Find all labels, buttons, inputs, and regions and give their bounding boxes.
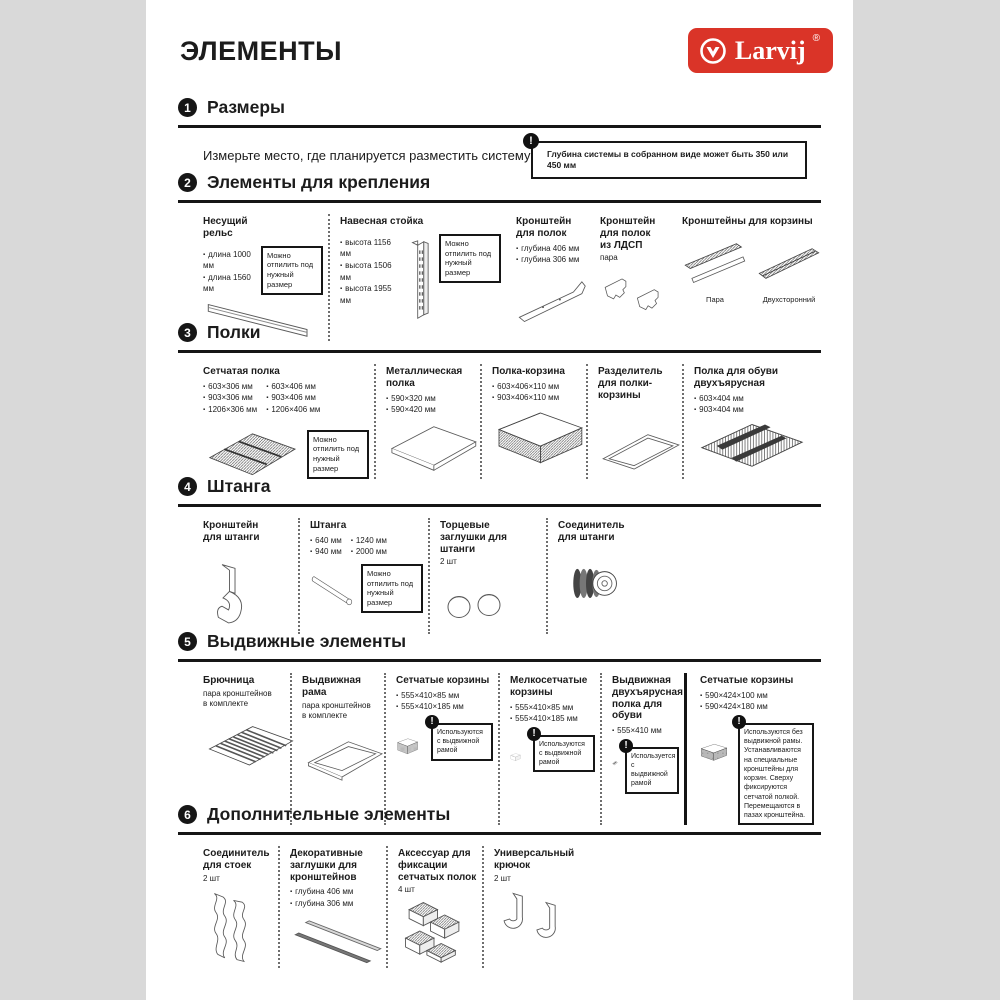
end-caps-illustration: [440, 583, 510, 625]
items-row: [178, 846, 821, 968]
item-specs: [310, 535, 423, 558]
fixing-accessory-illustration: [398, 899, 470, 963]
item-name: Аксессуар для фиксации сетчатых полок: [398, 848, 477, 883]
spec: ▪ длина 1560 мм: [203, 272, 255, 295]
spec: ▪ глубина 306 мм: [516, 254, 585, 266]
warning-icon: !: [523, 133, 539, 149]
universal-hook-illustration: [494, 888, 578, 950]
spec: ▪ 555×410×185 мм: [396, 701, 493, 713]
item-qty: пара: [600, 253, 618, 263]
spec: ▪ 1240 мм: [351, 535, 387, 547]
figure-double: [756, 240, 822, 304]
section-header: [178, 804, 821, 835]
warning-icon: !: [619, 739, 633, 753]
item-specs: [700, 690, 814, 713]
instruction-page: [146, 0, 853, 1000]
section-mounting-elements: [178, 172, 821, 341]
item-name: Кронштейн для полок из ЛДСП: [600, 216, 656, 251]
item-name: Штанга: [310, 520, 347, 531]
item-specs: [386, 393, 475, 416]
spec: ▪ 1206×406 мм: [266, 404, 320, 416]
item-name: Мелкосетчатые корзины: [510, 675, 588, 698]
item-specs: [612, 725, 679, 737]
item-pullout-frame: [290, 673, 384, 825]
warning-icon: !: [425, 715, 439, 729]
mesh-basket-illustration: [396, 719, 419, 773]
item-name: Навесная стойка: [340, 216, 424, 227]
section-title: Полки: [207, 322, 261, 342]
section-header: [178, 476, 821, 507]
decorative-caps-illustration: [290, 912, 386, 968]
item-specs: [492, 381, 581, 404]
spec: ▪ 590×424×180 мм: [700, 701, 814, 713]
section-title: Размеры: [207, 97, 285, 117]
item-name: Декоративные заглушки для кронштейнов: [290, 848, 363, 883]
spec: ▪ 555×410×85 мм: [396, 690, 493, 702]
item-specs: [340, 237, 403, 307]
spec: ▪ 603×406 мм: [266, 381, 320, 393]
section-number-badge: 1: [178, 98, 197, 117]
spec: ▪ 603×406×110 мм: [492, 381, 581, 393]
spec: ▪ 603×306 мм: [203, 381, 257, 393]
bracket-illustration: [516, 276, 592, 324]
items-row: [178, 364, 821, 479]
spec: ▪ 903×306 мм: [203, 392, 257, 404]
spec: ▪ глубина 406 мм: [290, 886, 381, 898]
section-number-badge: 2: [178, 173, 197, 192]
section-title: Выдвижные элементы: [207, 631, 407, 651]
items-row: [178, 518, 821, 634]
spec: ▪ 590×420 мм: [386, 404, 475, 416]
spec: ▪ 555×410×85 мм: [510, 702, 595, 714]
item-name: Металлическая полка: [386, 366, 463, 389]
metal-shelf-illustration: [386, 420, 480, 472]
figure-caption: Пара: [706, 294, 724, 304]
item-fine-mesh-baskets: [498, 673, 600, 825]
section-rod: [178, 476, 821, 634]
item-qty: 2 шт: [440, 557, 457, 567]
chipboard-bracket-illustration: [600, 269, 674, 315]
cut-note: Можно отпилить под нужный размер: [307, 430, 369, 479]
basket-bracket-pair-illustration: [682, 240, 748, 292]
cut-note: Можно отпилить под нужный размер: [361, 564, 423, 613]
item-basket-shelf: [480, 364, 586, 479]
item-name: Кронштейн для штанги: [203, 520, 260, 543]
spec: ▪ глубина 306 мм: [290, 898, 381, 910]
pullout-frame-illustration: [302, 731, 386, 783]
item-specs: [203, 249, 255, 295]
spec: ▪ 940 мм: [310, 546, 342, 558]
spec: ▪ 590×320 мм: [386, 393, 475, 405]
cut-note: Можно отпилить под нужный размер: [439, 234, 501, 283]
spec: ▪ высота 1506 мм: [340, 260, 403, 283]
item-name: Универсальный крючок: [494, 848, 575, 871]
item-name: Сетчатые корзины: [700, 675, 794, 686]
section-title: Элементы для крепления: [207, 172, 431, 192]
spec: ▪ 555×410×185 мм: [510, 713, 595, 725]
item-mesh-shelf: [178, 364, 374, 479]
item-specs: [694, 393, 816, 416]
item-specs: [510, 702, 595, 725]
item-trouser-rack: [178, 673, 290, 825]
spec: ▪ 590×424×100 мм: [700, 690, 814, 702]
item-name: Сетчатая полка: [203, 366, 280, 377]
item-mesh-baskets: [384, 673, 498, 825]
figure-caption: Двухсторонний: [762, 294, 816, 304]
spec: ▪ 903×406 мм: [266, 392, 320, 404]
item-qty: 2 шт: [203, 873, 220, 883]
note-text: Глубина системы в собранном виде может быть 350 или 450 мм: [531, 141, 807, 179]
section-header: [178, 172, 821, 203]
item-upright-connector: [178, 846, 278, 968]
section-header: [178, 631, 821, 662]
items-row: [178, 673, 821, 825]
brand-logo: [688, 28, 833, 73]
warning-icon: !: [527, 727, 541, 741]
spec: ▪ глубина 406 мм: [516, 243, 585, 255]
page-title: ЭЛЕМЕНТЫ: [180, 36, 343, 66]
usage-note: [532, 728, 595, 773]
spec: ▪ 555×410 мм: [612, 725, 679, 737]
item-name: Кронштейн для полок: [516, 216, 572, 239]
item-name: Кронштейны для корзины: [682, 216, 813, 227]
item-name: Сетчатые корзины: [396, 675, 490, 686]
section-number-badge: 4: [178, 477, 197, 496]
item-name: Соединитель для стоек: [203, 848, 270, 871]
section-title: Штанга: [207, 476, 271, 496]
item-wire-baskets: [684, 673, 819, 825]
item-shoe-shelf: [682, 364, 821, 479]
rod-illustration: [310, 564, 355, 616]
item-name: Торцевые заглушки для штанги: [440, 520, 507, 555]
usage-note: [430, 716, 493, 761]
item-name: Несущий рельс: [203, 216, 248, 239]
item-decorative-caps: [278, 846, 386, 968]
fine-mesh-basket-illustration: [510, 731, 521, 783]
spec: ▪ 1206×306 мм: [203, 404, 257, 416]
upright-connector-illustration: [203, 890, 257, 964]
section-header: [178, 322, 821, 353]
warning-icon: !: [732, 715, 746, 729]
trouser-rack-illustration: [203, 717, 299, 773]
section-number-badge: 6: [178, 805, 197, 824]
section-shelves: [178, 322, 821, 479]
pullout-shoe-shelf-illustration: [612, 743, 618, 785]
section-header: [178, 97, 821, 128]
wire-basket-illustration: [700, 729, 728, 775]
item-shelf-fixing-accessory: [386, 846, 482, 968]
item-rod: [298, 518, 428, 634]
section-number-badge: 5: [178, 632, 197, 651]
item-qty: пара кронштейнов в комплекте: [302, 700, 371, 720]
item-universal-hook: [482, 846, 821, 968]
item-qty: 2 шт: [494, 873, 511, 883]
brand-name: Larvij: [734, 35, 806, 65]
spec: ▪ 603×404 мм: [694, 393, 816, 405]
basket-shelf-illustration: [492, 408, 588, 466]
item-rod-connector: [546, 518, 821, 634]
spec: ▪ 903×406×110 мм: [492, 392, 581, 404]
shoe-shelf-illustration: [694, 418, 810, 470]
rod-bracket-illustration: [203, 560, 255, 634]
item-name: Разделитель для полки-корзины: [598, 366, 663, 401]
item-specs: [203, 381, 369, 416]
item-qty: пара кронштейнов в комплекте: [203, 688, 272, 708]
item-pullout-shoe-shelf: [600, 673, 684, 825]
section-title: Дополнительные элементы: [207, 804, 451, 824]
spec: ▪ 2000 мм: [351, 546, 387, 558]
item-rod-bracket: [178, 518, 298, 634]
item-basket-divider: [586, 364, 682, 479]
item-rod-end-caps: [428, 518, 546, 634]
item-name: Брючница: [203, 675, 255, 686]
section-number-badge: 3: [178, 323, 197, 342]
cut-note: Можно отпилить под нужный размер: [261, 246, 323, 295]
basket-bracket-double-illustration: [756, 240, 822, 292]
spec: ▪ высота 1156 мм: [340, 237, 403, 260]
item-specs: [396, 690, 493, 713]
registered-mark: ®: [812, 33, 820, 44]
item-specs: [290, 886, 381, 909]
section-additional-elements: [178, 804, 821, 968]
item-specs: [516, 243, 585, 266]
section-pullout-elements: [178, 631, 821, 825]
item-name: Выдвижная рама: [302, 675, 361, 698]
instruction-text: Измерьте место, где планируется разместить систему: [203, 148, 531, 163]
spec: ▪ 640 мм: [310, 535, 342, 547]
item-name: Выдвижная двухъярусная полка для обуви: [612, 675, 683, 722]
figure-pair: [682, 240, 748, 304]
divider-illustration: [598, 423, 684, 473]
usage-text: Используются с выдвижной рамой: [431, 723, 493, 761]
spec: ▪ высота 1955 мм: [340, 283, 403, 306]
usage-text: Используются с выдвижной рамой: [533, 735, 595, 773]
larvij-logo-icon: [698, 36, 728, 66]
spec: ▪ длина 1000 мм: [203, 249, 255, 272]
page-header: [180, 28, 833, 78]
section-dimensions: [178, 97, 821, 179]
item-name: Полка-корзина: [492, 366, 565, 377]
usage-note: [624, 740, 679, 794]
spec: ▪ 903×404 мм: [694, 404, 816, 416]
item-metal-shelf: [374, 364, 480, 479]
usage-text: Используются без выдвижной рамы. Устанавливаются на специальные кронштейны для корзин. Сверху фиксируются сетчатой полкой. Перемещаются в пазах кронштейна.: [738, 723, 814, 825]
mesh-shelf-illustration: [203, 422, 301, 478]
rod-connector-illustration: [558, 558, 624, 608]
item-qty: 4 шт: [398, 885, 415, 895]
usage-text: Используется с выдвижной рамой: [625, 747, 679, 794]
upright-illustration: [409, 234, 433, 326]
item-name: Соединитель для штанги: [558, 520, 625, 543]
item-name: Полка для обуви двухъярусная: [694, 366, 779, 389]
